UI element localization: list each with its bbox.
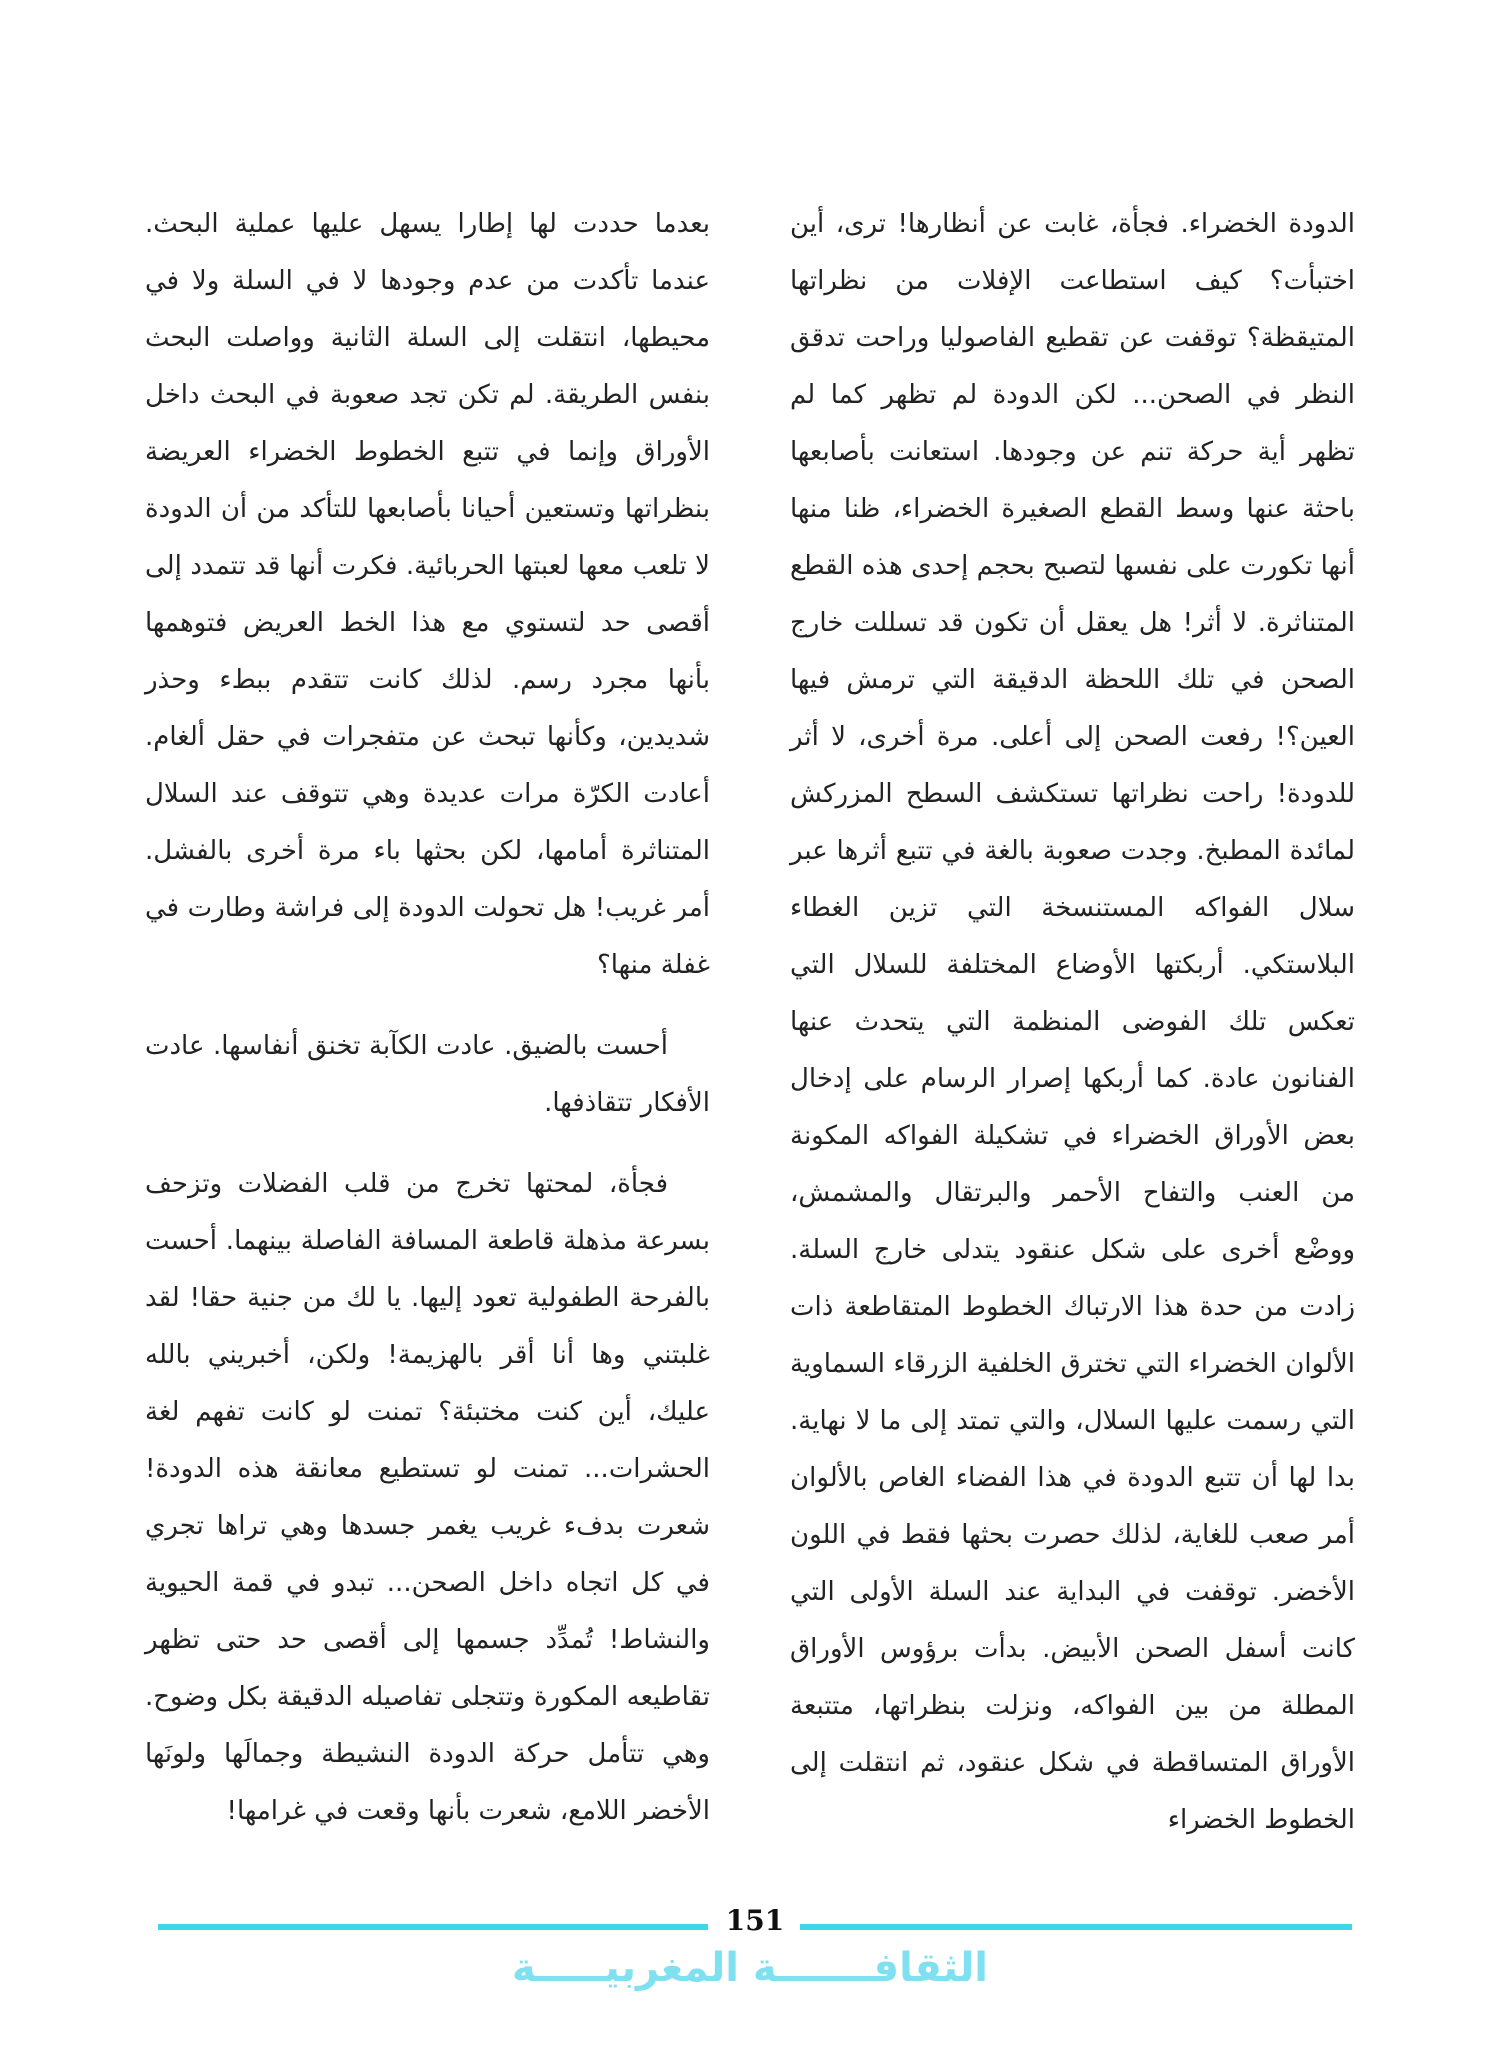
magazine-title: الثقافـــــــة المغربيـــــة (512, 1945, 988, 1991)
paragraph: بعدما حددت لها إطارا يسهل عليها عملية البحث. عندما تأكدت من عدم وجودها لا في السلة ولا في محيطها، انتقلت إلى السلة الثانية وواصلت البحث بنفس الطريقة. لم تكن تجد صعوبة في البحث داخل الأوراق وإنما في تتبع الخطوط الخضراء العريضة بنظراتها وتستعين أحيانا بأصابعها للتأكد من أن الدودة لا تلعب معها لعبتها الحربائية. فكرت أنها قد تتمدد إلى أقصى حد لتستوي مع هذا الخط العريض فتوهمها بأنها مجرد رسم. لذلك كانت تتقدم ببطء وحذر شديدين، وكأنها تبحث عن متفجرات في حقل ألغام. أعادت الكرّة مرات عديدة وهي تتوقف عند السلال المتناثرة أمامها، لكن بحثها باء مرة أخرى بالفشل. أمر غريب! هل تحولت الدودة إلى فراشة وطارت في غفلة منها؟ (145, 209, 710, 980)
right-text-column (790, 196, 1355, 1849)
footer-divider-right (800, 1924, 1352, 1930)
footer-divider-left (158, 1924, 708, 1930)
left-text-column (145, 196, 710, 1840)
paragraph: الدودة الخضراء. فجأة، غابت عن أنظارها! ترى، أين اختبأت؟ كيف استطاعت الإفلات من نظراتها المتيقظة؟ توقفت عن تقطيع الفاصوليا وراحت تدقق النظر في الصحن... لكن الدودة لم تظهر كما لم تظهر أية حركة تنم عن وجودها. استعانت بأصابعها باحثة عنها وسط القطع الصغيرة الخضراء، ظنا منها أنها تكورت على نفسها لتصبح بحجم إحدى هذه القطع المتناثرة. لا أثر! هل يعقل أن تكون قد تسللت خارج الصحن في تلك اللحظة الدقيقة التي ترمش فيها العين؟! رفعت الصحن إلى أعلى. مرة أخرى، لا أثر للدودة! راحت نظراتها تستكشف السطح المزركش لمائدة المطبخ. وجدت صعوبة بالغة في تتبع أثرها عبر سلال الفواكه المستنسخة التي تزين الغطاء البلاستكي. أربكتها الأوضاع المختلفة للسلال التي تعكس تلك الفوضى المنظمة التي يتحدث عنها الفنانون عادة. كما أربكها إصرار الرسام على إدخال بعض الأوراق الخضراء في تشكيلة الفواكه المكونة من العنب والتفاح الأحمر والبرتقال والمشمش، ووضْع أخرى على شكل عنقود يتدلى خارج السلة. زادت من حدة هذا الارتباك الخطوط المتقاطعة ذات الألوان الخضراء التي تخترق الخلفية الزرقاء السماوية التي رسمت عليها السلال، والتي تمتد إلى ما لا نهاية. بدا لها أن تتبع الدودة في هذا الفضاء الغاص بالألوان أمر صعب للغاية، لذلك حصرت بحثها فقط في اللون الأخضر. توقفت في البداية عند السلة الأولى التي كانت أسفل الصحن الأبيض. بدأت برؤوس الأوراق المطلة من بين الفواكه، ونزلت بنظراتها، متتبعة الأوراق المتساقطة في شكل عنقود، ثم انتقلت إلى الخطوط الخضراء (790, 209, 1355, 1835)
paragraph: أحست بالضيق. عادت الكآبة تخنق أنفاسها. عادت الأفكار تتقاذفها. (145, 1031, 710, 1118)
page-number: 151 (725, 1904, 785, 1937)
paragraph: فجأة، لمحتها تخرج من قلب الفضلات وتزحف بسرعة مذهلة قاطعة المسافة الفاصلة بينهما. أحست بالفرحة الطفولية تعود إليها. يا لك من جنية حقا! لقد غلبتني وها أنا أقر بالهزيمة! ولكن، أخبريني بالله عليك، أين كنت مختبئة؟ تمنت لو كانت تفهم لغة الحشرات... تمنت لو تستطيع معانقة هذه الدودة! شعرت بدفء غريب يغمر جسدها وهي تراها تجري في كل اتجاه داخل الصحن... تبدو في قمة الحيوية والنشاط! تُمدِّد جسمها إلى أقصى حد حتى تظهر تقاطيعه المكورة وتتجلى تفاصيله الدقيقة بكل وضوح. وهي تتأمل حركة الدودة النشيطة وجمالَها ولونَها الأخضر اللامع، شعرت بأنها وقعت في غرامها! (145, 1169, 710, 1826)
